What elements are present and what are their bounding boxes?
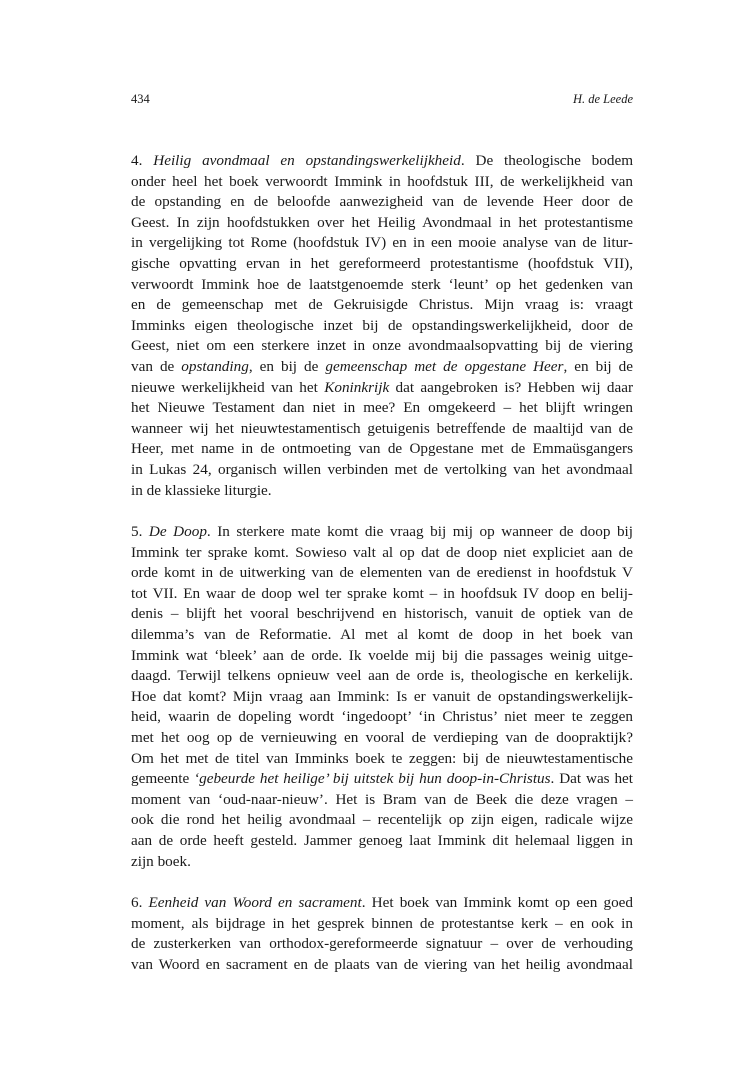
- text-run: dilemma’s van de Reformatie. Al met al komt de doop in het boek van: [131, 626, 633, 644]
- text-run: van Woord en sacrament en de plaats van de viering van het heilig avondmaal: [131, 955, 633, 973]
- text-line: [131, 687, 633, 708]
- text-run: ook die rond het heilig avondmaal – recentelijk op zijn eigen, radicale wijze: [131, 811, 633, 829]
- text-run: wanneer wij het nieuwtestamentisch getuigenis betreffende de maaltijd van de: [131, 419, 633, 437]
- text-run: , en bij de: [248, 357, 326, 375]
- text-line: [131, 604, 633, 625]
- text-run: Om het met de titel van Imminks boek te zeggen: bij de nieuwtestamentische: [131, 749, 633, 767]
- body-text: [131, 151, 633, 997]
- text-line: [131, 151, 633, 172]
- text-run: daagd. Terwijl telkens opnieuw veel aan de orde is, theologische en kerkelijk.: [131, 667, 633, 685]
- text-line: [131, 810, 633, 831]
- text-run: Geest. In zijn hoofdstukken over het Heilig Avondmaal in het protestantisme: [131, 213, 633, 231]
- text-run: , en bij de: [563, 357, 633, 375]
- text-run: Immink ter sprake komt. Sowieso valt al op dat de doop niet expliciet aan de: [131, 543, 633, 561]
- text-line: [131, 460, 633, 481]
- text-line: [131, 749, 633, 770]
- text-line: [131, 316, 633, 337]
- text-run: Hoe dat komt? Mijn vraag aan Immink: Is er vanuit de opstandingswerkelijk-: [131, 687, 633, 705]
- text-run: orde komt in de uitwerking van de elementen van de eredienst in hoofdstuk V: [131, 564, 633, 582]
- text-line: [131, 769, 633, 790]
- text-line: [131, 336, 633, 357]
- text-line: [131, 522, 633, 543]
- text-line: [131, 192, 633, 213]
- italic-text: gemeenschap met de opgestane Heer: [325, 357, 564, 375]
- text-run: aan de orde heeft gesteld. Jammer genoeg laat Immink dit helemaal liggen in: [131, 832, 633, 849]
- text-line: [131, 563, 633, 584]
- text-line: [131, 584, 633, 605]
- text-run: en de gemeenschap met de Gekruisigde Christus. Mijn vraag is: vraagt: [131, 296, 633, 314]
- text-line: [131, 275, 633, 296]
- text-run: 4.: [131, 152, 154, 169]
- text-line: [131, 439, 633, 460]
- italic-text: Koninkrijk: [324, 378, 390, 396]
- italic-text: Heilig avondmaal en opstandingswerkelijkheid: [153, 152, 461, 169]
- text-run: zijn boek.: [131, 852, 191, 870]
- text-run: nieuwe werkelijkheid van het: [131, 378, 325, 396]
- text-line: [131, 398, 633, 419]
- text-run: onder heel het boek verwoordt Immink in hoofdstuk III, de werkelijkheid van: [131, 172, 633, 190]
- text-run: van de: [131, 357, 182, 375]
- text-run: tot VII. En waar de doop wel ter sprake komt – in hoofdsuk IV doop en belij-: [131, 584, 633, 602]
- text-run: de zusterkerken van orthodox-gereformeerde signatuur – over de verhouding: [131, 935, 633, 953]
- text-line: [131, 728, 633, 749]
- text-run: . De theologische bodem: [460, 152, 634, 169]
- text-line: [131, 934, 633, 955]
- italic-text: opstanding: [181, 357, 249, 375]
- text-run: 5.: [131, 523, 149, 541]
- text-run: in vergelijking tot Rome (hoofdstuk IV) en in een mooie analyse van de litur-: [131, 234, 633, 252]
- paragraph: [131, 893, 633, 975]
- text-run: Imminks eigen theologische inzet bij de opstandingswerkelijkheid, door de: [131, 316, 633, 334]
- text-run: 6.: [131, 894, 149, 912]
- text-line: [131, 378, 633, 399]
- running-head-author: H. de Leede: [572, 92, 633, 106]
- text-run: heid, waarin de dopeling wordt ‘ingedoopt’ ‘in Christus’ niet meer te zeggen: [131, 708, 633, 726]
- text-run: gemeente: [131, 770, 195, 788]
- text-run: Immink wat ‘bleek’ aan de orde. Ik voelde mij bij die passages weinig uitge-: [131, 646, 633, 664]
- page-number: 434: [131, 92, 150, 106]
- text-run: moment van ‘oud-naar-nieuw’. Het is Bram van de Beek die deze vragen –: [131, 790, 633, 808]
- italic-text: ‘gebeurde het heilige’ bij uitstek bij hun doop-in-Christus: [194, 770, 551, 788]
- text-line: [131, 831, 633, 852]
- text-run: de opstanding en de beloofde aanwezigheid van de levende Heer door de: [131, 193, 633, 211]
- italic-text: De Doop: [148, 523, 207, 541]
- text-line: [131, 666, 633, 687]
- text-run: dat aangebroken is? Hebben wij daar: [389, 378, 634, 396]
- text-line: [131, 295, 633, 316]
- text-run: Heer, met name in de ontmoeting van de Opgestane met de Emmaüsgangers: [131, 440, 633, 458]
- text-line: [131, 419, 633, 440]
- paragraph: [131, 151, 633, 501]
- text-line: [131, 233, 633, 254]
- text-line: [131, 646, 633, 667]
- text-run: Geest, niet om een sterkere inzet in onze avondmaalsopvatting bij de viering: [131, 337, 633, 355]
- text-line: [131, 707, 633, 728]
- italic-text: Eenheid van Woord en sacrament: [148, 894, 362, 912]
- running-header: [131, 91, 633, 107]
- text-run: verwoordt Immink hoe de laatstgenoemde sterk ‘leunt’ op het gedenken van: [131, 275, 633, 293]
- text-line: [131, 543, 633, 564]
- text-run: . Dat was het: [550, 770, 633, 788]
- text-run: moment, als bijdrage in het gesprek binnen de protestantse kerk – en ook in: [131, 914, 633, 932]
- text-run: . In sterkere mate komt die vraag bij mij op wanneer de doop bij: [206, 523, 633, 541]
- text-line: [131, 893, 633, 914]
- text-run: gische opvatting ervan in het gereformeerd protestantisme (hoofdstuk VII),: [131, 254, 633, 272]
- paragraph: [131, 522, 633, 872]
- text-line: [131, 172, 633, 193]
- text-line: [131, 914, 633, 935]
- text-run: met het oog op de vernieuwing en vooral de verdieping van de doopraktijk?: [131, 729, 633, 747]
- text-run: denis – blijft het vooral beschrijvend en historisch, vanuit de optiek van de: [131, 605, 633, 623]
- text-line: [131, 213, 633, 234]
- text-line: [131, 852, 633, 873]
- text-line: [131, 357, 633, 378]
- text-run: in Lukas 24, organisch willen verbinden met de vertolking van het avondmaal: [131, 460, 633, 478]
- text-line: [131, 955, 633, 976]
- text-line: [131, 254, 633, 275]
- text-line: [131, 481, 633, 502]
- text-line: [131, 625, 633, 646]
- text-line: [131, 790, 633, 811]
- text-run: in de klassieke liturgie.: [131, 481, 272, 499]
- text-run: het Nieuwe Testament dan niet in mee? En omgekeerd – het blijft wringen: [131, 399, 633, 417]
- text-run: . Het boek van Immink komt op een goed: [361, 894, 634, 912]
